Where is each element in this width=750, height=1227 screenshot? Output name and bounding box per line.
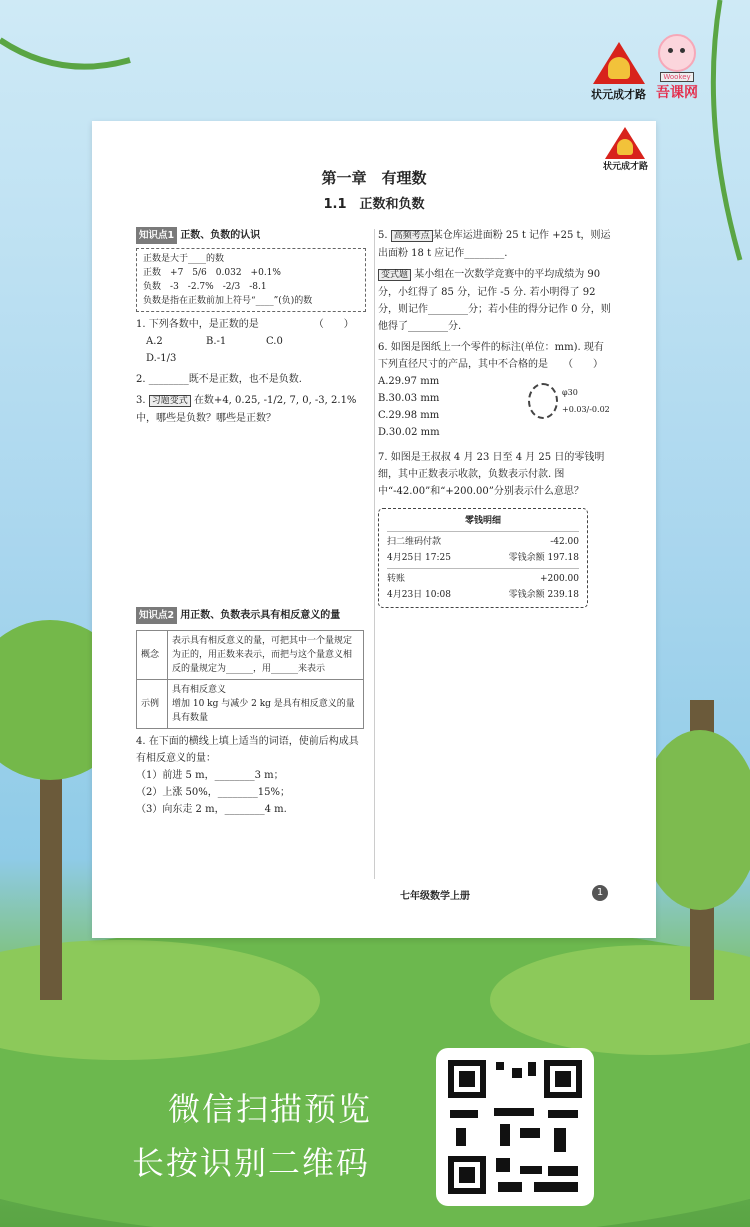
kp1-badge: 知识点1 <box>136 227 177 244</box>
box1-neg-label: 负数 <box>143 282 162 292</box>
concept-text: 表示具有相反意义的量，可把其中一个量规定为正的，用正数来表示，而把与这个量意义相反的量规定为______，用______来表示 <box>168 631 364 680</box>
question-5-variant <box>378 266 612 335</box>
left-column <box>136 227 366 818</box>
box1-neg-values: -3 -2.7% -2/3 -8.1 <box>170 282 267 292</box>
ledger-r2-left: 4月25日 17:25 <box>387 553 451 563</box>
question-5: 5. 高频考点 某仓库运进面粉 25 t 记作 +25 t，则运出面粉 18 t 应记作________. <box>378 230 611 259</box>
q6-option-a: A.29.97 mm <box>378 376 440 387</box>
wookey-face-icon <box>658 34 696 72</box>
q5-variant-text: 某小组在一次数学竞赛中的平均成绩为 90 分，小红得了 85 分，记作 -5 分. 若小明得了 92 分，则记作________分；若小佳的得分记作 0 分，则他得了________分. <box>378 269 611 332</box>
example-label: 示例 <box>137 680 168 729</box>
q1-option-a: A.2 <box>146 336 163 347</box>
q4-item-3: （3）向东走 2 m，________4 m. <box>136 804 287 815</box>
site-name: 吾课网 <box>656 85 698 101</box>
kp2-table <box>136 630 364 729</box>
concept-label: 概念 <box>137 631 168 680</box>
q3-tag: 习题变式 <box>149 395 191 407</box>
q5-text: 某仓库运进面粉 25 t 记作 +25 t，则运出面粉 18 t 应记作________. <box>378 230 611 259</box>
q5-variant-tag: 变式题 <box>378 269 411 281</box>
q3-text: 在数+4, 0.25, -1/2, 7, 0, -3, 2.1% 中，哪些是负数？哪些是正数？ <box>136 395 357 424</box>
question-6: 6. 如图是图纸上一个零件的标注(单位：mm). 现有下列直径尺寸的产品，其中不合格的是 （ ） <box>378 342 604 370</box>
section-title: 1.1 正数和负数 <box>323 197 425 212</box>
wookey-label: Wookey <box>660 72 693 82</box>
question-4: 4. 在下面的横线上填上适当的词语，使前后构成具有相反意义的量： <box>136 736 359 764</box>
ledger-r2-right: 零钱余额 197.18 <box>508 553 579 563</box>
q6-option-d: D.30.02 mm <box>378 427 440 438</box>
question-1-options <box>136 333 366 367</box>
kp2-title: 用正数、负数表示具有相反意义的量 <box>180 610 341 621</box>
q3-answer-space <box>136 427 366 607</box>
box1-pos-label: 正数 <box>143 268 162 278</box>
question-7: 7. 如图是王叔叔 4 月 23 日至 4 月 25 日的零钱明细，其中正数表示收款，负数表示付款. 图中“-42.00”和“+200.00”分别表示什么意思？ <box>378 452 605 497</box>
page-logo <box>603 127 648 172</box>
ledger-r4-left: 4月23日 10:08 <box>387 590 451 600</box>
textbook-page <box>92 121 656 938</box>
example-top: 具有相反意义 <box>172 685 227 695</box>
qr-code-icon <box>436 1048 594 1206</box>
ledger-r3-left: 转账 <box>387 574 406 584</box>
kp1-box <box>136 248 366 312</box>
box1-top: 正数是大于____的数 <box>143 254 225 264</box>
qr-code[interactable] <box>436 1048 594 1206</box>
q5-tag: 高频考点 <box>391 230 433 242</box>
page-number: 1 <box>592 885 608 901</box>
question-2: 2. ________既不是正数，也不是负数. <box>136 374 302 385</box>
qr-text-line2: 长按识别二维码 <box>132 1144 371 1182</box>
ledger-r1-right: -42.00 <box>550 537 579 547</box>
qr-text-line1: 微信扫描预览 <box>168 1090 373 1128</box>
ledger-title: 零钱明细 <box>464 516 501 526</box>
box1-pos-values: +7 5/6 0.032 +0.1% <box>170 268 281 278</box>
wookey-logo <box>656 34 698 102</box>
q1-option-c: C.0 <box>266 336 283 347</box>
kp1-title: 正数、负数的认识 <box>180 230 261 241</box>
question-3: 3. 习题变式 在数+4, 0.25, -1/2, 7, 0, -3, 2.1% 中，哪些是负数？哪些是正数？ <box>136 395 357 424</box>
q6-options <box>378 373 612 445</box>
q6-option-b: B.30.03 mm <box>378 393 440 404</box>
zhuangyuan-logo <box>591 42 646 102</box>
page-footer: 七年级数学上册 <box>400 891 470 902</box>
q4-item-1: （1）前进 5 m，________3 m； <box>136 770 284 781</box>
question-1: 1. 下列各数中，是正数的是 （ ） <box>136 319 354 330</box>
part-diagram <box>528 383 616 419</box>
column-divider <box>374 229 375 879</box>
kp2-badge: 知识点2 <box>136 607 177 624</box>
ledger-card <box>378 508 588 608</box>
ledger-r1-left: 扫二维码付款 <box>387 537 442 547</box>
logo-name: 状元成才路 <box>591 88 646 101</box>
q6-option-c: C.29.98 mm <box>378 410 440 421</box>
ledger-r3-right: +200.00 <box>539 574 579 584</box>
chapter-title: 第一章 有理数 <box>321 169 427 187</box>
brand-header <box>591 34 698 102</box>
part-dimension-label: φ30 +0.03/-0.02 <box>562 388 610 414</box>
box1-bottom: 负数是指在正数前加上符号“____”(负)的数 <box>143 296 313 306</box>
example-text: 增加 10 kg 与减少 2 kg 是具有相反意义的量 <box>172 699 355 709</box>
gear-part-icon <box>528 383 558 419</box>
right-column <box>378 227 612 608</box>
example-bottom: 具有数量 <box>172 713 209 723</box>
q1-option-d: D.-1/3 <box>146 353 177 364</box>
q4-item-2: （2）上涨 50%，________15%； <box>136 787 290 798</box>
page-logo-name: 状元成才路 <box>602 162 648 172</box>
ledger-r4-right: 零钱余额 239.18 <box>508 590 579 600</box>
q1-option-b: B.-1 <box>206 336 227 347</box>
